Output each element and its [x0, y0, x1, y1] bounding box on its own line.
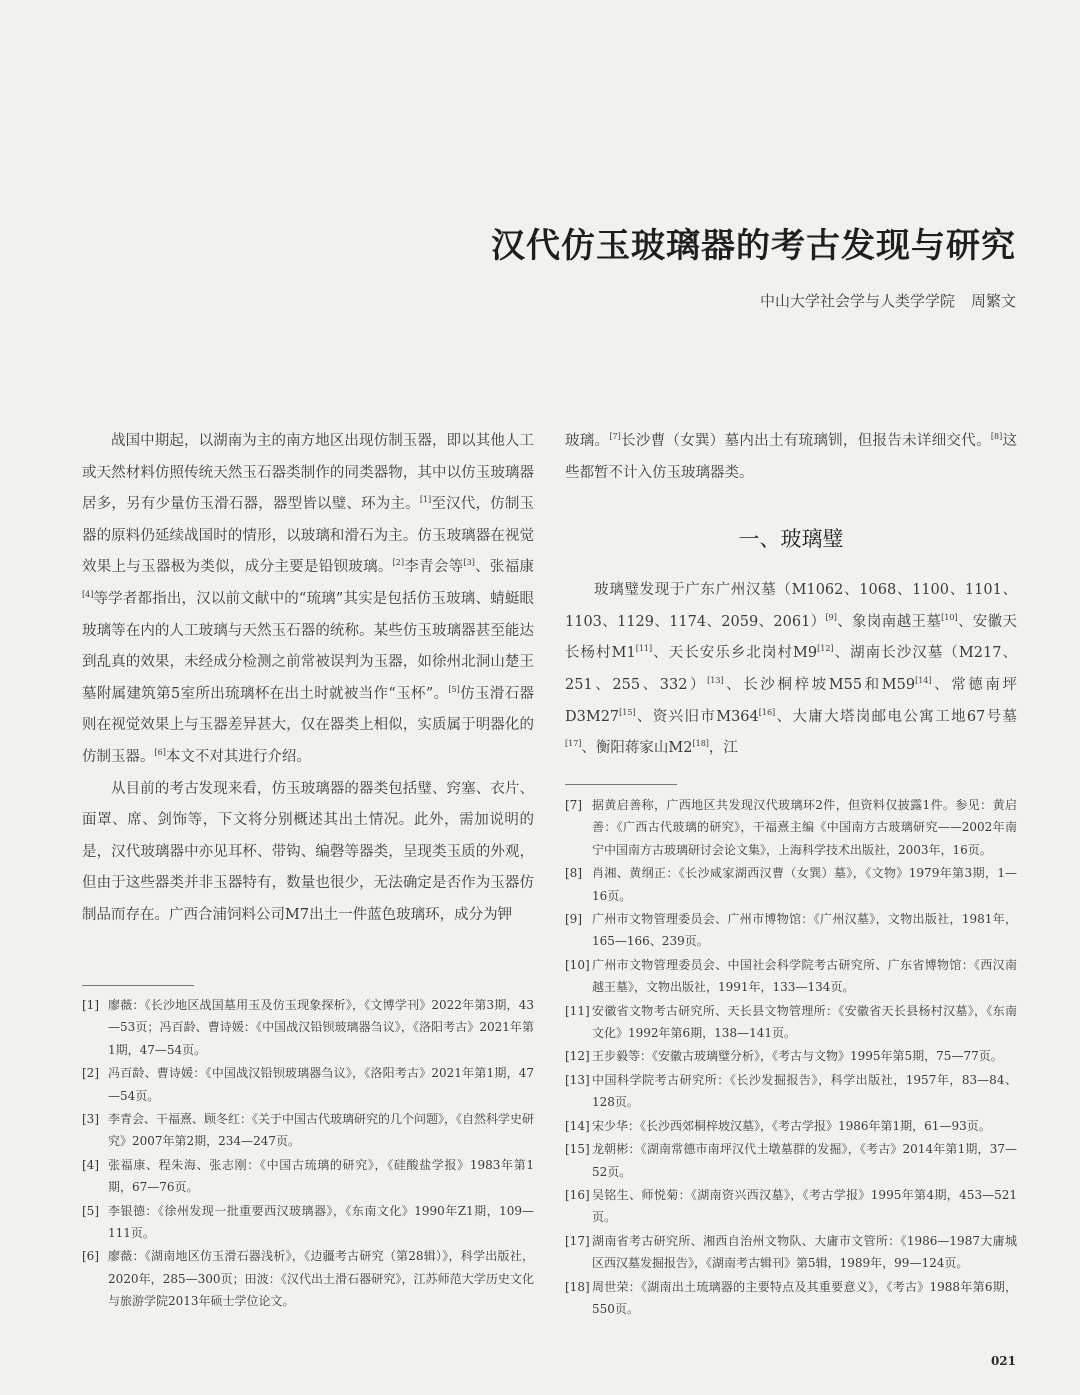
footnote-ref[interactable]: [3] [463, 558, 475, 568]
body-paragraph-1 [82, 426, 534, 774]
text-span: 战国中期起，以湖南为主的南方地区出现仿制玉器，即以其他人工或天然材料仿照传统天然玉石器类制作的同类器物，其中以仿玉玻璃器居多，另有少量仿玉滑石器，器型皆以璧、环为主。 [82, 433, 534, 513]
footnote-item [565, 1276, 1017, 1321]
text-span: 、常德南坪D3M27 [565, 676, 1018, 725]
footnote-text: 安徽省文物考古研究所、天长县文物管理所：《安徽省天长县杨村汉墓》，《东南文化》1992年第6期，138—141页。 [592, 1003, 1017, 1041]
footnote-ref[interactable]: [14] [915, 676, 932, 686]
footnote-number: [4] [82, 1157, 99, 1172]
footnote-number: [8] [565, 866, 582, 881]
footnote-ref[interactable]: [5] [448, 684, 460, 694]
footnote-item [565, 954, 1017, 999]
right-column [565, 426, 1017, 765]
footnote-number: [13] [565, 1072, 590, 1087]
left-column [82, 426, 534, 932]
footnote-divider-left [82, 985, 194, 986]
footnote-ref[interactable]: [2] [392, 558, 405, 568]
text-span: ，江 [708, 740, 738, 757]
footnote-number: [3] [82, 1112, 99, 1127]
footnote-text: 吴铭生、师悦菊：《湖南资兴西汉墓》，《考古学报》1995年第4期，453—521页。 [592, 1187, 1017, 1225]
body-paragraph-continued [565, 426, 1017, 489]
footnote-number: [14] [565, 1118, 590, 1133]
footnote-ref[interactable]: [4] [82, 590, 94, 600]
text-span: 、大庸大塔岗邮电公寓工地67号墓 [775, 708, 1017, 725]
footnote-number: [18] [565, 1279, 590, 1294]
footnote-number: [5] [82, 1203, 99, 1218]
footnote-number: [1] [82, 998, 99, 1012]
footnote-ref[interactable]: [7] [609, 432, 621, 442]
footnote-ref[interactable]: [17] [565, 739, 582, 749]
footnote-text: 周世荣：《湖南出土琉璃器的主要特点及其重要意义》，《考古》1988年第6期，550页。 [592, 1279, 1017, 1316]
footnote-item [565, 1230, 1017, 1275]
author-affiliation: 中山大学社会学与人类学学院 [759, 292, 955, 310]
text-span: 、衡阳蒋家山M2 [581, 740, 693, 757]
footnote-number: [16] [565, 1187, 590, 1202]
footnote-number: [9] [565, 912, 582, 927]
text-span: 、资兴旧市M364 [635, 708, 759, 725]
footnote-text: 张福康、程朱海、张志刚：《中国古琉璃的研究》，《硅酸盐学报》1983年第1期，67—76页。 [108, 1157, 534, 1195]
footnote-item [82, 1200, 534, 1245]
footnote-number: [12] [565, 1049, 590, 1064]
text-span: 这些都暂不计入仿玉玻璃器类。 [565, 433, 1018, 481]
section-heading: 一、玻璃璧 [738, 527, 844, 552]
text-span: 、湖南长沙汉墓（M217、251、255、332） [565, 645, 1017, 693]
footnote-divider-right [565, 784, 677, 785]
footnote-item [565, 794, 1017, 861]
footnote-ref[interactable]: [6] [154, 748, 166, 758]
footnotes-left [82, 994, 534, 1314]
footnote-item [565, 1045, 1017, 1067]
footnote-ref[interactable]: [15] [619, 707, 636, 717]
footnote-number: [10] [565, 957, 590, 972]
footnote-text: 中国科学院考古研究所：《长沙发掘报告》，科学出版社，1957年，83—84、128页。 [592, 1072, 1017, 1110]
body-paragraph-section-1 [565, 575, 1017, 765]
footnote-ref[interactable]: [1] [419, 495, 432, 505]
footnote-ref[interactable]: [16] [758, 707, 776, 717]
footnote-text: 广州市文物管理委员会、广州市博物馆：《广州汉墓》，文物出版社，1981年，165—166、239页。 [592, 912, 1017, 949]
article-title: 汉代仿玉玻璃器的考古发现与研究 [491, 226, 1016, 266]
text-span: 玻璃璧发现于广东广州汉墓（M1062、1068、1100、1101、1103、1129、1174、2059、2061） [565, 582, 1017, 630]
footnote-text: 冯百龄、曹诗媛：《中国战汉铅钡玻璃器刍议》，《洛阳考古》2021年第1期，47—54页。 [108, 1066, 534, 1103]
footnote-item [565, 1115, 1017, 1137]
footnote-text: 廖薇：《长沙地区战国墓用玉及仿玉现象探析》，《文博学刊》2022年第3期，43—53页；冯百龄、曹诗媛：《中国战汉铅钡玻璃器刍议》，《洛阳考古》2021年第1期，47—54页。 [108, 998, 534, 1057]
footnote-ref[interactable]: [10] [941, 612, 958, 622]
footnote-number: [15] [565, 1142, 590, 1157]
footnote-number: [11] [565, 1003, 590, 1018]
footnote-item [82, 1245, 534, 1312]
footnote-item [565, 1184, 1017, 1229]
footnote-item [565, 862, 1017, 907]
footnote-text: 广州市文物管理委员会、中国社会科学院考古研究所、广东省博物馆：《西汉南越王墓》，文物出版社，1991年，133—134页。 [592, 957, 1017, 995]
text-span: 仿玉滑石器则在视觉效果上与玉器差异甚大，仅在器类上相似，实质属于明器化的仿制玉器。 [82, 685, 534, 765]
body-paragraph-2: 从目前的考古发现来看，仿玉玻璃器的器类包括璧、窍塞、衣片、面罩、席、剑饰等，下文将分别概述其出土情况。此外，需加说明的是，汉代玻璃器中亦见耳杯、带钩、编磬等器类，呈现类玉质的外观，但由于这些器类并非玉器特有，数量也很少，无法确定是否作为玉器仿制品而存在。广西合浦饲料公司M7出土一件蓝色玻璃环，成分为钾 [82, 780, 534, 923]
footnote-ref[interactable]: [13] [707, 676, 724, 686]
text-span: 、长沙桐梓坡M55和M59 [723, 676, 916, 693]
text-span: 、象岗南越王墓 [836, 613, 942, 630]
author-name: 周繁文 [970, 292, 1016, 310]
text-span: 长沙曹（女巽）墓内出土有琉璃钏，但报告未详细交代。 [620, 433, 991, 449]
footnote-ref[interactable]: [11] [635, 644, 653, 654]
text-span: 玻璃。 [565, 433, 610, 449]
footnote-ref[interactable]: [12] [817, 644, 834, 654]
footnote-item [565, 1069, 1017, 1114]
footnote-number: [2] [82, 1066, 99, 1081]
footnote-text: 王步毅等：《安徽古玻璃璧分析》，《考古与文物》1995年第5期，75—77页。 [592, 1049, 1003, 1064]
footnote-number: [6] [82, 1249, 99, 1264]
footnote-number: [7] [565, 798, 582, 812]
footnote-text: 湖南省考古研究所、湘西自治州文物队、大庸市文管所：《1986—1987大庸城区西汉墓发掘报告》，《湖南考古辑刊》第5辑，1989年，99—124页。 [592, 1233, 1017, 1271]
footnote-text: 龙朝彬：《湖南常德市南坪汉代土墩墓群的发掘》，《考古》2014年第1期，37—52页。 [592, 1142, 1017, 1179]
footnote-item [82, 994, 534, 1061]
text-span: 李青会等 [404, 559, 464, 576]
footnote-item [82, 1108, 534, 1153]
footnote-ref[interactable]: [9] [825, 612, 837, 622]
footnote-item [565, 1000, 1017, 1045]
author-line [760, 290, 1016, 311]
text-span: 本文不对其进行介绍。 [165, 748, 311, 765]
text-span: 、安徽天长杨村M1 [565, 613, 1017, 662]
footnote-item [82, 1154, 534, 1199]
footnote-item [82, 1062, 534, 1107]
footnote-text: 李青会、干福熹、顾冬红：《关于中国古代玻璃研究的几个问题》，《自然科学史研究》2007年第2期，234—247页。 [108, 1112, 535, 1149]
footnote-ref[interactable]: [18] [692, 739, 709, 749]
footnote-text: 廖薇：《湖南地区仿玉滑石器浅析》，《边疆考古研究（第28辑）》，科学出版社，2020年，285—300页；田波：《汉代出土滑石器研究》，江苏师范大学历史文化与旅游学院2013年硕士学位论文。 [108, 1249, 534, 1309]
footnotes-right [565, 794, 1017, 1321]
footnote-text: 宋少华：《长沙西郊桐梓坡汉墓》，《考古学报》1986年第1期，61—93页。 [592, 1118, 991, 1133]
footnote-item [565, 908, 1017, 953]
footnote-number: [17] [565, 1233, 590, 1248]
text-span: 、天长安乐乡北岗村M9 [652, 645, 818, 662]
text-span: 至汉代，仿制玉器的原料仍延续战国时的情形，以玻璃和滑石为主。仿玉玻璃器在视觉效果上与玉器极为类似，成分主要是铅钡玻璃。 [82, 496, 535, 576]
page-number: 021 [990, 1354, 1016, 1368]
footnote-text: 肖湘、黄纲正：《长沙咸家湖西汉曹（女巽）墓》，《文物》1979年第3期，1—16页。 [592, 866, 1017, 903]
text-span: 、张福康 [474, 559, 535, 576]
footnote-item [565, 1138, 1017, 1183]
footnote-ref[interactable]: [8] [990, 432, 1003, 442]
footnote-text: 李银德：《徐州发现一批重要西汉玻璃器》，《东南文化》1990年Z1期，109—111页。 [108, 1203, 534, 1241]
text-span: 等学者都指出，汉以前文献中的“琉璃”其实是包括仿玉玻璃、蜻蜓眼玻璃等在内的人工玻璃与天然玉石器的统称。某些仿玉玻璃器甚至能达到乱真的效果，未经成分检测之前常被误判为玉器，如徐州北洞山楚王墓附属建筑第5室所出琉璃杯在出土时就被当作“玉杯”。 [82, 590, 534, 702]
footnote-text: 据黄启善称，广西地区共发现汉代玻璃环2件，但资料仅披露1件。参见：黄启善：《广西古代玻璃的研究》，干福熹主编《中国南方古玻璃研究——2002年南宁中国南方古玻璃研讨会论文集》，上海科学技术出版社，2003年，16页。 [592, 798, 1017, 857]
